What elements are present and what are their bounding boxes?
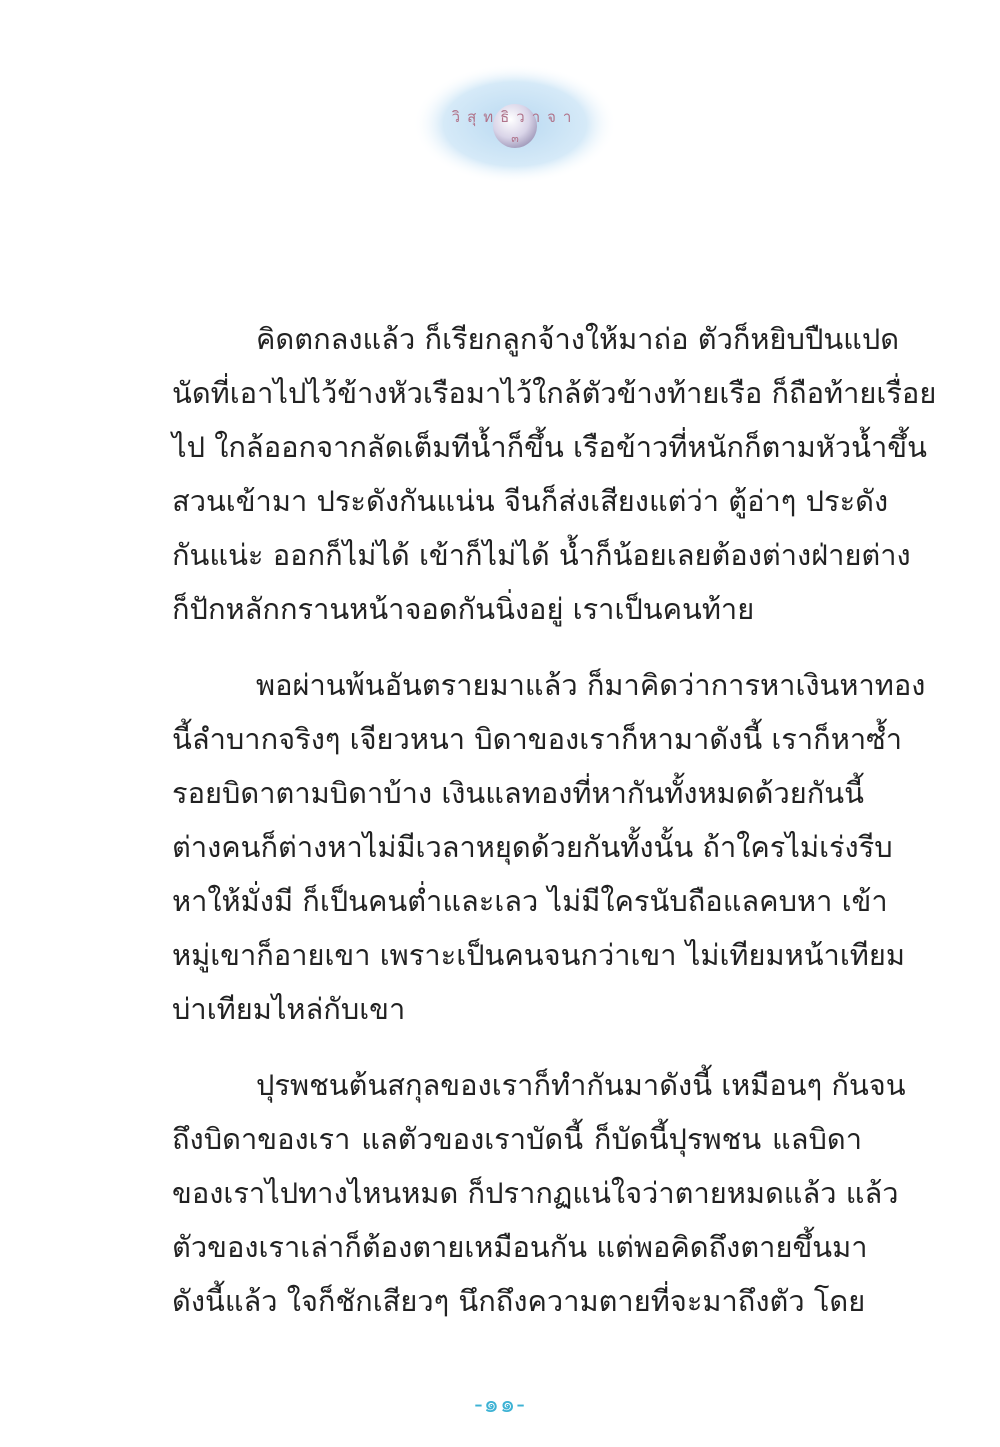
text-line: ตัวของเราเล่าก็ต้องตายเหมือนกัน แต่พอคิดถึงตายขึ้นมา bbox=[172, 1230, 868, 1264]
text-line: ของเราไปทางไหนหมด ก็ปรากฏแน่ใจว่าตายหมดแล้ว แล้ว bbox=[172, 1176, 899, 1210]
text-line: ก็ปักหลักกรานหน้าจอดกันนิ่งอยู่ เราเป็นคนท้าย bbox=[172, 592, 755, 626]
body-text bbox=[172, 312, 937, 1350]
text-line: สวนเข้ามา ประดังกันแน่น จีนก็ส่งเสียงแต่ว่า ตู้อ่าๆ ประดัง bbox=[172, 484, 889, 518]
paragraph bbox=[172, 312, 937, 636]
text-line: ต่างคนก็ต่างหาไม่มีเวลาหยุดด้วยกันทั้งนั้น ถ้าใครไม่เร่งรีบ bbox=[172, 830, 893, 864]
logo-title: วิสุทธิวาจา bbox=[451, 108, 579, 126]
logo-emblem-icon bbox=[412, 62, 618, 186]
text-line: นี้ลำบากจริงๆ เจียวหนา บิดาของเราก็หามาดังนี้ เราก็หาซ้ำ bbox=[172, 722, 903, 756]
text-line: นัดที่เอาไปไว้ข้างหัวเรือมาไว้ใกล้ตัวข้างท้ายเรือ ก็ถือท้ายเรื่อย bbox=[172, 376, 937, 410]
text-line: พอผ่านพ้นอันตรายมาแล้ว ก็มาคิดว่าการหาเงินหาทอง bbox=[256, 668, 926, 702]
book-logo bbox=[412, 62, 618, 186]
paragraph bbox=[172, 1058, 906, 1328]
text-line: ดังนี้แล้ว ใจก็ชักเสียวๆ นึกถึงความตายที่จะมาถึงตัว โดย bbox=[172, 1284, 866, 1318]
text-line: ถึงบิดาของเรา แลตัวของเราบัดนี้ ก็บัดนี้ปุรพชน แลบิดา bbox=[172, 1122, 862, 1156]
text-line: หมู่เขาก็อายเขา เพราะเป็นคนจนกว่าเขา ไม่เทียมหน้าเทียม bbox=[172, 938, 905, 972]
text-line: ไป ใกล้ออกจากลัดเต็มทีน้ำก็ขึ้น เรือข้าวที่หนักก็ตามหัวน้ำขึ้น bbox=[172, 430, 927, 464]
logo-subtitle: ๓ bbox=[511, 132, 519, 145]
paragraph bbox=[172, 658, 926, 1036]
page-number: -๑๑- bbox=[474, 1390, 526, 1418]
text-line: กันแน่ะ ออกก็ไม่ได้ เข้าก็ไม่ได้ น้ำก็น้อยเลยต้องต่างฝ่ายต่าง bbox=[172, 538, 911, 572]
text-line: รอยบิดาตามบิดาบ้าง เงินแลทองที่หากันทั้งหมดด้วยกันนี้ bbox=[172, 776, 864, 810]
text-line: บ่าเทียมไหล่กับเขา bbox=[172, 992, 406, 1026]
text-line: หาให้มั่งมี ก็เป็นคนต่ำและเลว ไม่มีใครนับถือแลคบหา เข้า bbox=[172, 884, 888, 918]
text-line: ปุรพชนต้นสกุลของเราก็ทำกันมาดังนี้ เหมือนๆ กันจน bbox=[256, 1068, 906, 1102]
text-line: คิดตกลงแล้ว ก็เรียกลูกจ้างให้มาถ่อ ตัวก็หยิบปืนแปด bbox=[256, 322, 900, 356]
